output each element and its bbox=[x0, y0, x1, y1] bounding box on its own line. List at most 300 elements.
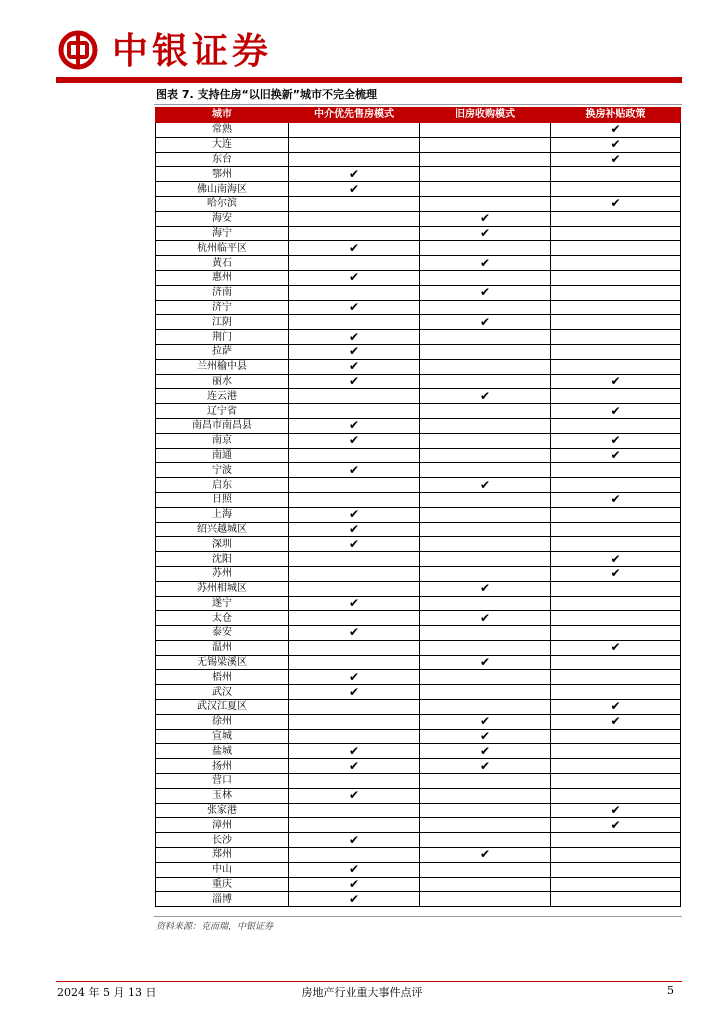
agency-priority-cell bbox=[289, 596, 420, 611]
old-house-purchase-cell bbox=[420, 270, 551, 285]
old-house-purchase-cell bbox=[420, 522, 551, 537]
swap-subsidy-cell bbox=[551, 300, 681, 315]
checkmark-icon: ✔ bbox=[610, 817, 621, 832]
agency-priority-cell bbox=[289, 655, 420, 670]
agency-priority-cell bbox=[289, 729, 420, 744]
city-cell: 日照 bbox=[156, 492, 289, 507]
swap-subsidy-cell bbox=[551, 507, 681, 522]
swap-subsidy-cell bbox=[551, 359, 681, 374]
table-row bbox=[156, 256, 681, 271]
checkmark-icon: ✔ bbox=[479, 477, 491, 492]
city-cell: 东台 bbox=[156, 152, 289, 167]
agency-priority-cell bbox=[289, 152, 420, 167]
old-house-purchase-cell bbox=[420, 196, 551, 211]
agency-priority-cell bbox=[289, 492, 420, 507]
old-house-purchase-cell bbox=[420, 418, 551, 433]
city-cell: 绍兴越城区 bbox=[156, 522, 289, 537]
agency-priority-cell bbox=[289, 196, 420, 211]
city-cell: 南昌市南昌县 bbox=[156, 418, 289, 433]
table-row bbox=[156, 196, 681, 211]
city-cell: 上海 bbox=[156, 507, 289, 522]
swap-subsidy-cell bbox=[551, 670, 681, 685]
checkmark-icon: ✔ bbox=[348, 329, 360, 344]
city-cell: 深圳 bbox=[156, 537, 289, 552]
checkmark-icon: ✔ bbox=[479, 314, 491, 329]
old-house-purchase-cell bbox=[420, 211, 551, 226]
city-cell: 盐城 bbox=[156, 744, 289, 759]
agency-priority-cell bbox=[289, 418, 420, 433]
city-cell: 泰安 bbox=[156, 626, 289, 641]
old-house-purchase-cell bbox=[420, 492, 551, 507]
page-number: 5 bbox=[667, 984, 674, 997]
old-house-purchase-cell bbox=[420, 182, 551, 197]
column-header-agency-priority: 中介优先售房模式 bbox=[289, 108, 420, 123]
checkmark-icon: ✔ bbox=[479, 610, 491, 625]
old-house-purchase-cell bbox=[420, 833, 551, 848]
agency-priority-cell bbox=[289, 241, 420, 256]
table-row bbox=[156, 862, 681, 877]
footer-rule bbox=[56, 981, 682, 982]
table-row bbox=[156, 803, 681, 818]
swap-subsidy-cell bbox=[551, 596, 681, 611]
checkmark-icon: ✔ bbox=[479, 581, 491, 596]
swap-subsidy-cell bbox=[551, 448, 681, 463]
city-cell: 济南 bbox=[156, 285, 289, 300]
table-row bbox=[156, 729, 681, 744]
city-cell: 淄博 bbox=[156, 892, 289, 907]
table-row bbox=[156, 507, 681, 522]
table-row bbox=[156, 833, 681, 848]
agency-priority-cell bbox=[289, 344, 420, 359]
swap-subsidy-cell bbox=[551, 182, 681, 197]
table-row bbox=[156, 152, 681, 167]
city-cell: 遂宁 bbox=[156, 596, 289, 611]
old-house-purchase-cell bbox=[420, 344, 551, 359]
source-note: 资料来源：克而瑞，中银证券 bbox=[156, 922, 274, 932]
agency-priority-cell bbox=[289, 670, 420, 685]
table-row bbox=[156, 892, 681, 907]
table-row bbox=[156, 404, 681, 419]
agency-priority-cell bbox=[289, 774, 420, 789]
table-row bbox=[156, 389, 681, 404]
checkmark-icon: ✔ bbox=[610, 551, 621, 566]
table-row bbox=[156, 448, 681, 463]
swap-subsidy-cell bbox=[551, 167, 681, 182]
city-cell: 苏州 bbox=[156, 566, 289, 581]
swap-subsidy-cell bbox=[551, 803, 681, 818]
old-house-purchase-cell bbox=[420, 774, 551, 789]
checkmark-icon: ✔ bbox=[479, 655, 491, 670]
city-cell: 惠州 bbox=[156, 270, 289, 285]
old-house-purchase-cell bbox=[420, 818, 551, 833]
agency-priority-cell bbox=[289, 788, 420, 803]
table-row bbox=[156, 344, 681, 359]
swap-subsidy-cell bbox=[551, 285, 681, 300]
table-row bbox=[156, 848, 681, 863]
checkmark-icon: ✔ bbox=[348, 832, 360, 847]
city-cell: 沈阳 bbox=[156, 552, 289, 567]
table-row bbox=[156, 270, 681, 285]
old-house-purchase-cell bbox=[420, 729, 551, 744]
table-row bbox=[156, 241, 681, 256]
agency-priority-cell bbox=[289, 892, 420, 907]
swap-subsidy-cell bbox=[551, 404, 681, 419]
table-row bbox=[156, 433, 681, 448]
old-house-purchase-cell bbox=[420, 300, 551, 315]
checkmark-icon: ✔ bbox=[348, 595, 360, 610]
old-house-purchase-cell bbox=[420, 788, 551, 803]
table-row bbox=[156, 478, 681, 493]
old-house-purchase-cell bbox=[420, 330, 551, 345]
city-cell: 济宁 bbox=[156, 300, 289, 315]
city-cell: 郑州 bbox=[156, 848, 289, 863]
table-body bbox=[156, 123, 681, 907]
agency-priority-cell bbox=[289, 300, 420, 315]
checkmark-icon: ✔ bbox=[610, 447, 621, 462]
swap-subsidy-cell bbox=[551, 655, 681, 670]
city-cell: 兰州榆中县 bbox=[156, 359, 289, 374]
swap-subsidy-cell bbox=[551, 270, 681, 285]
swap-subsidy-cell bbox=[551, 892, 681, 907]
checkmark-icon: ✔ bbox=[348, 536, 360, 551]
table-row bbox=[156, 137, 681, 152]
table-row bbox=[156, 759, 681, 774]
checkmark-icon: ✔ bbox=[610, 196, 621, 211]
swap-subsidy-cell bbox=[551, 330, 681, 345]
table-row bbox=[156, 300, 681, 315]
old-house-purchase-cell bbox=[420, 640, 551, 655]
city-cell: 哈尔滨 bbox=[156, 196, 289, 211]
city-cell: 梧州 bbox=[156, 670, 289, 685]
checkmark-icon: ✔ bbox=[348, 521, 360, 536]
city-cell: 启东 bbox=[156, 478, 289, 493]
table-row bbox=[156, 182, 681, 197]
old-house-purchase-cell bbox=[420, 537, 551, 552]
city-cell: 海安 bbox=[156, 211, 289, 226]
agency-priority-cell bbox=[289, 803, 420, 818]
agency-priority-cell bbox=[289, 744, 420, 759]
checkmark-icon: ✔ bbox=[348, 373, 360, 388]
checkmark-icon: ✔ bbox=[348, 270, 360, 285]
swap-subsidy-cell bbox=[551, 833, 681, 848]
city-cell: 无锡梁溪区 bbox=[156, 655, 289, 670]
agency-priority-cell bbox=[289, 285, 420, 300]
agency-priority-cell bbox=[289, 818, 420, 833]
swap-subsidy-cell bbox=[551, 848, 681, 863]
agency-priority-cell bbox=[289, 167, 420, 182]
checkmark-icon: ✔ bbox=[348, 433, 360, 448]
checkmark-icon: ✔ bbox=[610, 699, 621, 714]
agency-priority-cell bbox=[289, 315, 420, 330]
swap-subsidy-cell bbox=[551, 123, 681, 138]
checkmark-icon: ✔ bbox=[348, 344, 360, 359]
old-house-purchase-cell bbox=[420, 507, 551, 522]
swap-subsidy-cell bbox=[551, 818, 681, 833]
agency-priority-cell bbox=[289, 448, 420, 463]
city-cell: 长沙 bbox=[156, 833, 289, 848]
city-cell: 苏州相城区 bbox=[156, 581, 289, 596]
old-house-purchase-cell bbox=[420, 285, 551, 300]
checkmark-icon: ✔ bbox=[610, 492, 621, 507]
city-cell: 常熟 bbox=[156, 123, 289, 138]
old-house-purchase-cell bbox=[420, 848, 551, 863]
agency-priority-cell bbox=[289, 611, 420, 626]
table-row bbox=[156, 418, 681, 433]
old-house-purchase-cell bbox=[420, 744, 551, 759]
checkmark-icon: ✔ bbox=[348, 359, 360, 374]
old-house-purchase-cell bbox=[420, 404, 551, 419]
table-row bbox=[156, 685, 681, 700]
city-policy-table bbox=[155, 107, 681, 907]
agency-priority-cell bbox=[289, 833, 420, 848]
agency-priority-cell bbox=[289, 877, 420, 892]
swap-subsidy-cell bbox=[551, 433, 681, 448]
checkmark-icon: ✔ bbox=[610, 714, 621, 729]
old-house-purchase-cell bbox=[420, 256, 551, 271]
agency-priority-cell bbox=[289, 566, 420, 581]
agency-priority-cell bbox=[289, 182, 420, 197]
checkmark-icon: ✔ bbox=[610, 803, 621, 818]
table-row bbox=[156, 315, 681, 330]
agency-priority-cell bbox=[289, 507, 420, 522]
agency-priority-cell bbox=[289, 123, 420, 138]
checkmark-icon: ✔ bbox=[348, 669, 360, 684]
agency-priority-cell bbox=[289, 848, 420, 863]
checkmark-icon: ✔ bbox=[479, 225, 491, 240]
checkmark-icon: ✔ bbox=[479, 285, 491, 300]
old-house-purchase-cell bbox=[420, 463, 551, 478]
table-row bbox=[156, 123, 681, 138]
old-house-purchase-cell bbox=[420, 892, 551, 907]
swap-subsidy-cell bbox=[551, 374, 681, 389]
city-cell: 宣城 bbox=[156, 729, 289, 744]
swap-subsidy-cell bbox=[551, 862, 681, 877]
agency-priority-cell bbox=[289, 522, 420, 537]
checkmark-icon: ✔ bbox=[348, 507, 360, 522]
agency-priority-cell bbox=[289, 714, 420, 729]
table-row bbox=[156, 566, 681, 581]
brand-name: 中银证券 bbox=[112, 31, 273, 72]
swap-subsidy-cell bbox=[551, 344, 681, 359]
city-cell: 宁波 bbox=[156, 463, 289, 478]
city-cell: 扬州 bbox=[156, 759, 289, 774]
agency-priority-cell bbox=[289, 685, 420, 700]
old-house-purchase-cell bbox=[420, 655, 551, 670]
old-house-purchase-cell bbox=[420, 448, 551, 463]
old-house-purchase-cell bbox=[420, 359, 551, 374]
checkmark-icon: ✔ bbox=[479, 714, 491, 729]
agency-priority-cell bbox=[289, 478, 420, 493]
agency-priority-cell bbox=[289, 537, 420, 552]
city-cell: 荆门 bbox=[156, 330, 289, 345]
agency-priority-cell bbox=[289, 759, 420, 774]
table-row bbox=[156, 596, 681, 611]
checkmark-icon: ✔ bbox=[348, 743, 360, 758]
agency-priority-cell bbox=[289, 137, 420, 152]
agency-priority-cell bbox=[289, 256, 420, 271]
checkmark-icon: ✔ bbox=[610, 373, 621, 388]
table-row bbox=[156, 167, 681, 182]
city-cell: 重庆 bbox=[156, 877, 289, 892]
table-row bbox=[156, 788, 681, 803]
checkmark-icon: ✔ bbox=[348, 891, 360, 906]
city-cell: 营口 bbox=[156, 774, 289, 789]
table-row bbox=[156, 640, 681, 655]
table-row bbox=[156, 330, 681, 345]
swap-subsidy-cell bbox=[551, 211, 681, 226]
swap-subsidy-cell bbox=[551, 877, 681, 892]
table-row bbox=[156, 626, 681, 641]
city-cell: 丽水 bbox=[156, 374, 289, 389]
table-row bbox=[156, 537, 681, 552]
table-row bbox=[156, 744, 681, 759]
table-row bbox=[156, 211, 681, 226]
swap-subsidy-cell bbox=[551, 241, 681, 256]
old-house-purchase-cell bbox=[420, 152, 551, 167]
city-cell: 黄石 bbox=[156, 256, 289, 271]
agency-priority-cell bbox=[289, 463, 420, 478]
city-cell: 徐州 bbox=[156, 714, 289, 729]
bank-of-china-logo-icon bbox=[58, 30, 98, 70]
swap-subsidy-cell bbox=[551, 389, 681, 404]
agency-priority-cell bbox=[289, 330, 420, 345]
swap-subsidy-cell bbox=[551, 611, 681, 626]
swap-subsidy-cell bbox=[551, 478, 681, 493]
swap-subsidy-cell bbox=[551, 463, 681, 478]
swap-subsidy-cell bbox=[551, 729, 681, 744]
title-rule bbox=[154, 104, 682, 105]
table-row bbox=[156, 818, 681, 833]
agency-priority-cell bbox=[289, 640, 420, 655]
checkmark-icon: ✔ bbox=[348, 181, 360, 196]
table-row bbox=[156, 700, 681, 715]
table-row bbox=[156, 492, 681, 507]
agency-priority-cell bbox=[289, 404, 420, 419]
city-cell: 辽宁省 bbox=[156, 404, 289, 419]
checkmark-icon: ✔ bbox=[348, 758, 360, 773]
agency-priority-cell bbox=[289, 862, 420, 877]
agency-priority-cell bbox=[289, 700, 420, 715]
city-cell: 中山 bbox=[156, 862, 289, 877]
city-cell: 佛山南海区 bbox=[156, 182, 289, 197]
checkmark-icon: ✔ bbox=[610, 433, 621, 448]
swap-subsidy-cell bbox=[551, 714, 681, 729]
table-row bbox=[156, 655, 681, 670]
checkmark-icon: ✔ bbox=[348, 625, 360, 640]
checkmark-icon: ✔ bbox=[610, 122, 621, 137]
old-house-purchase-cell bbox=[420, 374, 551, 389]
old-house-purchase-cell bbox=[420, 566, 551, 581]
checkmark-icon: ✔ bbox=[479, 758, 491, 773]
swap-subsidy-cell bbox=[551, 759, 681, 774]
old-house-purchase-cell bbox=[420, 714, 551, 729]
checkmark-icon: ✔ bbox=[610, 151, 621, 166]
old-house-purchase-cell bbox=[420, 759, 551, 774]
agency-priority-cell bbox=[289, 226, 420, 241]
table-row bbox=[156, 552, 681, 567]
table-row bbox=[156, 285, 681, 300]
footer-date: 2024 年 5 月 13 日 bbox=[57, 986, 157, 999]
city-cell: 漳州 bbox=[156, 818, 289, 833]
swap-subsidy-cell bbox=[551, 492, 681, 507]
city-cell: 玉林 bbox=[156, 788, 289, 803]
swap-subsidy-cell bbox=[551, 685, 681, 700]
old-house-purchase-cell bbox=[420, 685, 551, 700]
old-house-purchase-cell bbox=[420, 803, 551, 818]
footer-report-title: 房地产行业重大事件点评 bbox=[301, 986, 423, 999]
city-cell: 海宁 bbox=[156, 226, 289, 241]
swap-subsidy-cell bbox=[551, 581, 681, 596]
checkmark-icon: ✔ bbox=[348, 877, 360, 892]
table-header-row bbox=[156, 108, 681, 123]
swap-subsidy-cell bbox=[551, 315, 681, 330]
checkmark-icon: ✔ bbox=[348, 418, 360, 433]
checkmark-icon: ✔ bbox=[479, 255, 491, 270]
swap-subsidy-cell bbox=[551, 226, 681, 241]
old-house-purchase-cell bbox=[420, 596, 551, 611]
agency-priority-cell bbox=[289, 211, 420, 226]
table-row bbox=[156, 522, 681, 537]
checkmark-icon: ✔ bbox=[348, 299, 360, 314]
city-cell: 江阴 bbox=[156, 315, 289, 330]
table-row bbox=[156, 374, 681, 389]
city-cell: 南京 bbox=[156, 433, 289, 448]
old-house-purchase-cell bbox=[420, 315, 551, 330]
table-row bbox=[156, 463, 681, 478]
old-house-purchase-cell bbox=[420, 581, 551, 596]
agency-priority-cell bbox=[289, 359, 420, 374]
swap-subsidy-cell bbox=[551, 196, 681, 211]
city-cell: 大连 bbox=[156, 137, 289, 152]
swap-subsidy-cell bbox=[551, 537, 681, 552]
checkmark-icon: ✔ bbox=[479, 847, 491, 862]
city-cell: 张家港 bbox=[156, 803, 289, 818]
old-house-purchase-cell bbox=[420, 626, 551, 641]
swap-subsidy-cell bbox=[551, 640, 681, 655]
table-row bbox=[156, 774, 681, 789]
swap-subsidy-cell bbox=[551, 256, 681, 271]
checkmark-icon: ✔ bbox=[610, 640, 621, 655]
checkmark-icon: ✔ bbox=[610, 403, 621, 418]
old-house-purchase-cell bbox=[420, 137, 551, 152]
swap-subsidy-cell bbox=[551, 566, 681, 581]
agency-priority-cell bbox=[289, 389, 420, 404]
city-cell: 太仓 bbox=[156, 611, 289, 626]
city-cell: 武汉 bbox=[156, 685, 289, 700]
swap-subsidy-cell bbox=[551, 774, 681, 789]
old-house-purchase-cell bbox=[420, 226, 551, 241]
checkmark-icon: ✔ bbox=[348, 166, 360, 181]
figure-title: 图表 7. 支持住房“以旧换新”城市不完全梳理 bbox=[156, 88, 377, 101]
checkmark-icon: ✔ bbox=[348, 788, 360, 803]
old-house-purchase-cell bbox=[420, 478, 551, 493]
column-header-swap-subsidy: 换房补贴政策 bbox=[551, 108, 681, 123]
column-header-old-house-purchase: 旧房收购模式 bbox=[420, 108, 551, 123]
agency-priority-cell bbox=[289, 581, 420, 596]
checkmark-icon: ✔ bbox=[348, 862, 360, 877]
column-header-city: 城市 bbox=[156, 108, 289, 123]
table-bottom-rule bbox=[154, 916, 682, 917]
checkmark-icon: ✔ bbox=[348, 240, 360, 255]
table-row bbox=[156, 226, 681, 241]
city-cell: 武汉江夏区 bbox=[156, 700, 289, 715]
checkmark-icon: ✔ bbox=[479, 729, 491, 744]
checkmark-icon: ✔ bbox=[479, 211, 491, 226]
checkmark-icon: ✔ bbox=[479, 388, 491, 403]
checkmark-icon: ✔ bbox=[348, 684, 360, 699]
swap-subsidy-cell bbox=[551, 137, 681, 152]
old-house-purchase-cell bbox=[420, 611, 551, 626]
